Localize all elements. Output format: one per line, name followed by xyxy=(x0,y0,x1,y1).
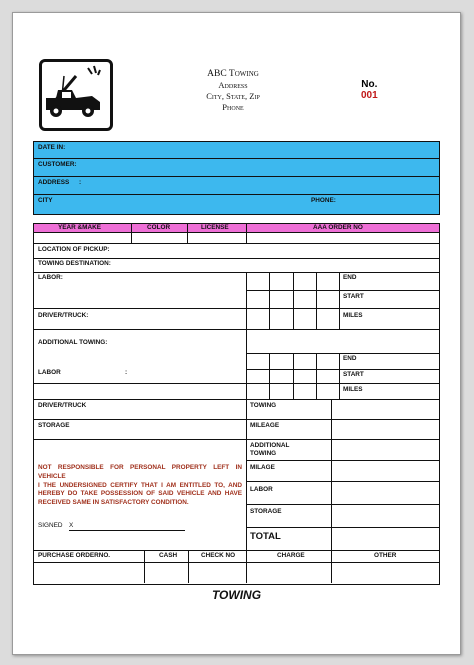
additional-towing-charge-label: ADDITIONAL TOWING xyxy=(250,442,290,458)
phone-label: PHONE: xyxy=(311,197,336,204)
mileage-charge-label-2: MILAGE xyxy=(250,464,275,471)
driver-truck-label-1: DRIVER/TRUCK: xyxy=(38,312,89,319)
start-label: START xyxy=(343,293,364,300)
company-address: Address xyxy=(218,80,248,90)
end-label: END xyxy=(343,274,357,281)
form-number-label: No. xyxy=(361,79,378,90)
customer-block xyxy=(33,141,440,215)
address-mark: : xyxy=(79,179,82,186)
year-make-header: YEAR &MAKE xyxy=(58,224,101,231)
color-header: COLOR xyxy=(147,224,171,231)
disclaimer-line-1: NOT RESPONSIBLE FOR PERSONAL PROPERTY LEFT IN VEHICLE xyxy=(38,464,242,480)
labor-label: LABOR: xyxy=(38,274,63,281)
footer-title: TOWING xyxy=(211,588,262,602)
location-pickup-label: LOCATION OF PICKUP: xyxy=(38,246,110,253)
signed-x: X xyxy=(69,522,74,529)
aaa-order-header: AAA ORDER NO xyxy=(313,224,363,231)
signature-line[interactable] xyxy=(69,530,185,531)
driver-truck-label-2: DRIVER/TRUCK xyxy=(38,402,87,409)
form-number-value: 001 xyxy=(361,90,378,101)
date-in-label: DATE IN: xyxy=(38,144,66,151)
end-label-2: END xyxy=(343,355,357,362)
storage-label: STORAGE xyxy=(38,422,70,429)
signed-label: SIGNED xyxy=(38,522,63,529)
tow-truck-icon xyxy=(39,59,113,131)
disclaimer-line-2: I THE UNDERSIGNED CERTIFY THAT I AM ENTITLED TO, AND HEREBY DO TAKE POSSESSION OF SAID VEHICLE AND HAVE RECEIVED SAME IN SATISFACTORY CONDITION. xyxy=(38,481,242,507)
miles-label: MILES xyxy=(343,312,363,319)
cash-label: CASH xyxy=(159,552,178,559)
license-header: LICENSE xyxy=(201,224,229,231)
labor-mark-2: : xyxy=(125,369,128,376)
address-label: ADDRESS xyxy=(38,179,70,186)
customer-label: CUSTOMER: xyxy=(38,161,77,168)
towing-destination-label: TOWING DESTINATION: xyxy=(38,260,111,267)
additional-towing-label: ADDITIONAL TOWING: xyxy=(38,339,108,346)
mileage-charge-label: MILEAGE xyxy=(250,422,280,429)
other-label: OTHER xyxy=(374,552,397,559)
towing-charge-label: TOWING xyxy=(250,402,277,409)
purchase-order-label: PURCHASE ORDERNO. xyxy=(38,552,111,559)
storage-charge-label: STORAGE xyxy=(250,508,282,515)
towing-form-page xyxy=(12,12,461,655)
company-name: ABC Towing xyxy=(207,69,259,79)
charge-label: CHARGE xyxy=(277,552,305,559)
company-city-state-zip: City, State, Zip xyxy=(206,91,260,101)
city-label: CITY xyxy=(38,197,53,204)
check-no-label: CHECK NO xyxy=(201,552,236,559)
labor-charge-label: LABOR xyxy=(250,486,273,493)
company-phone: Phone xyxy=(222,102,244,112)
total-label: TOTAL xyxy=(250,531,281,542)
start-label-2: START xyxy=(343,371,364,378)
disclaimer xyxy=(38,464,242,508)
miles-label-2: MILES xyxy=(343,386,363,393)
labor-label-2: LABOR xyxy=(38,369,61,376)
